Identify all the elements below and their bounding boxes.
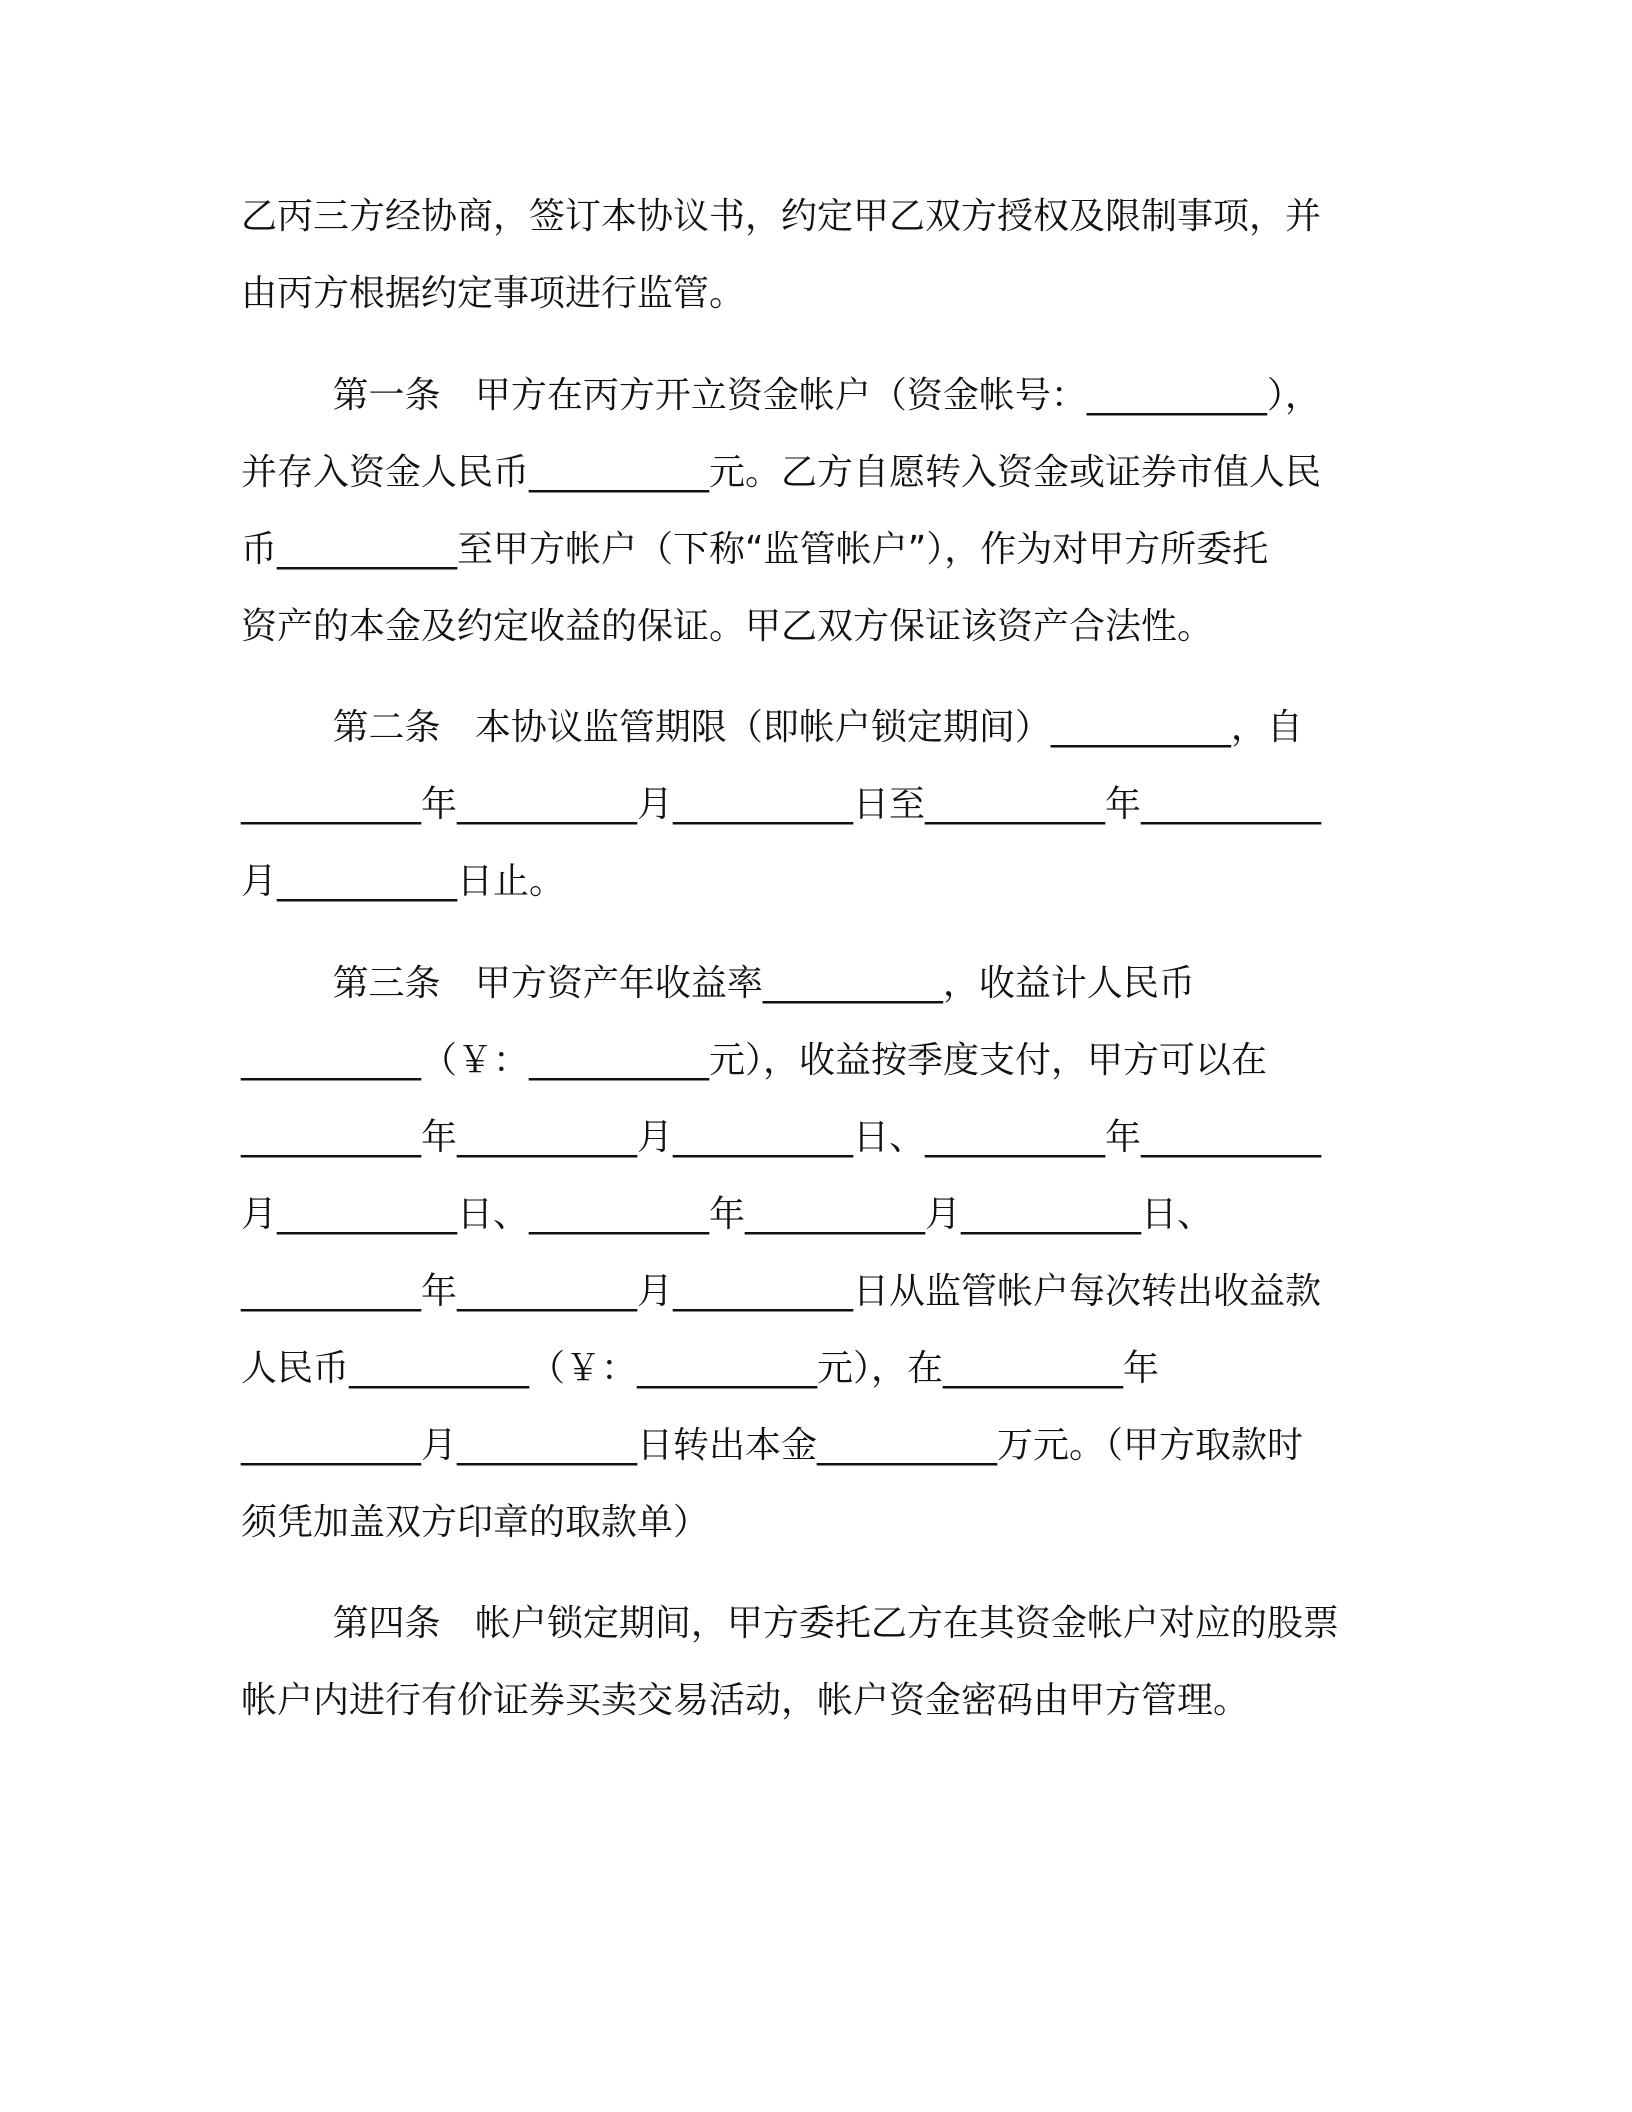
intro-line-1: 乙丙三方经协商，签订本协议书，约定甲乙双方授权及限制事项，并: [241, 196, 1322, 237]
article4-line-2: 帐户内进行有价证券买卖交易活动，帐户资金密码由甲方管理。: [241, 1680, 1250, 1721]
article1-line-4: 资产的本金及约定收益的保证。甲乙双方保证该资产合法性。: [241, 606, 1214, 647]
article2-line-3: 月__________日止。: [241, 861, 566, 902]
article1-line-3: 币__________至甲方帐户（下称“监管帐户”），作为对甲方所委托: [241, 529, 1269, 570]
article1-line-2: 并存入资金人民币__________元。乙方自愿转入资金或证券市值人民: [241, 452, 1322, 493]
article3-line-4: 月__________日、__________年__________月__________日、: [241, 1194, 1213, 1235]
article3-line-8: 须凭加盖双方印章的取款单）: [241, 1502, 710, 1543]
article3-line-1: 第三条 甲方资产年收益率__________，收益计人民币: [241, 963, 1195, 1004]
article3-line-7: __________月__________日转出本金__________万元。（甲方取款时: [241, 1425, 1304, 1466]
article3-line-6: 人民币__________（￥：__________元），在__________年: [241, 1348, 1160, 1389]
intro-line-2: 由丙方根据约定事项进行监管。: [241, 273, 746, 314]
article3-line-2: __________（￥：__________元），收益按季度支付，甲方可以在: [241, 1040, 1268, 1081]
article3-line-5: __________年__________月__________日从监管帐户每次转出收益款: [241, 1271, 1322, 1312]
article3-line-3: __________年__________月__________日、__________年__________: [241, 1117, 1321, 1158]
article1-line-1: 第一条 甲方在丙方开立资金帐户（资金帐号：__________），: [241, 375, 1321, 416]
article4-line-1: 第四条 帐户锁定期间，甲方委托乙方在其资金帐户对应的股票: [241, 1603, 1339, 1644]
article2-line-1: 第二条 本协议监管期限（即帐户锁定期间）__________，自: [241, 707, 1303, 748]
article2-line-2: __________年__________月__________日至__________年__________: [241, 784, 1321, 825]
